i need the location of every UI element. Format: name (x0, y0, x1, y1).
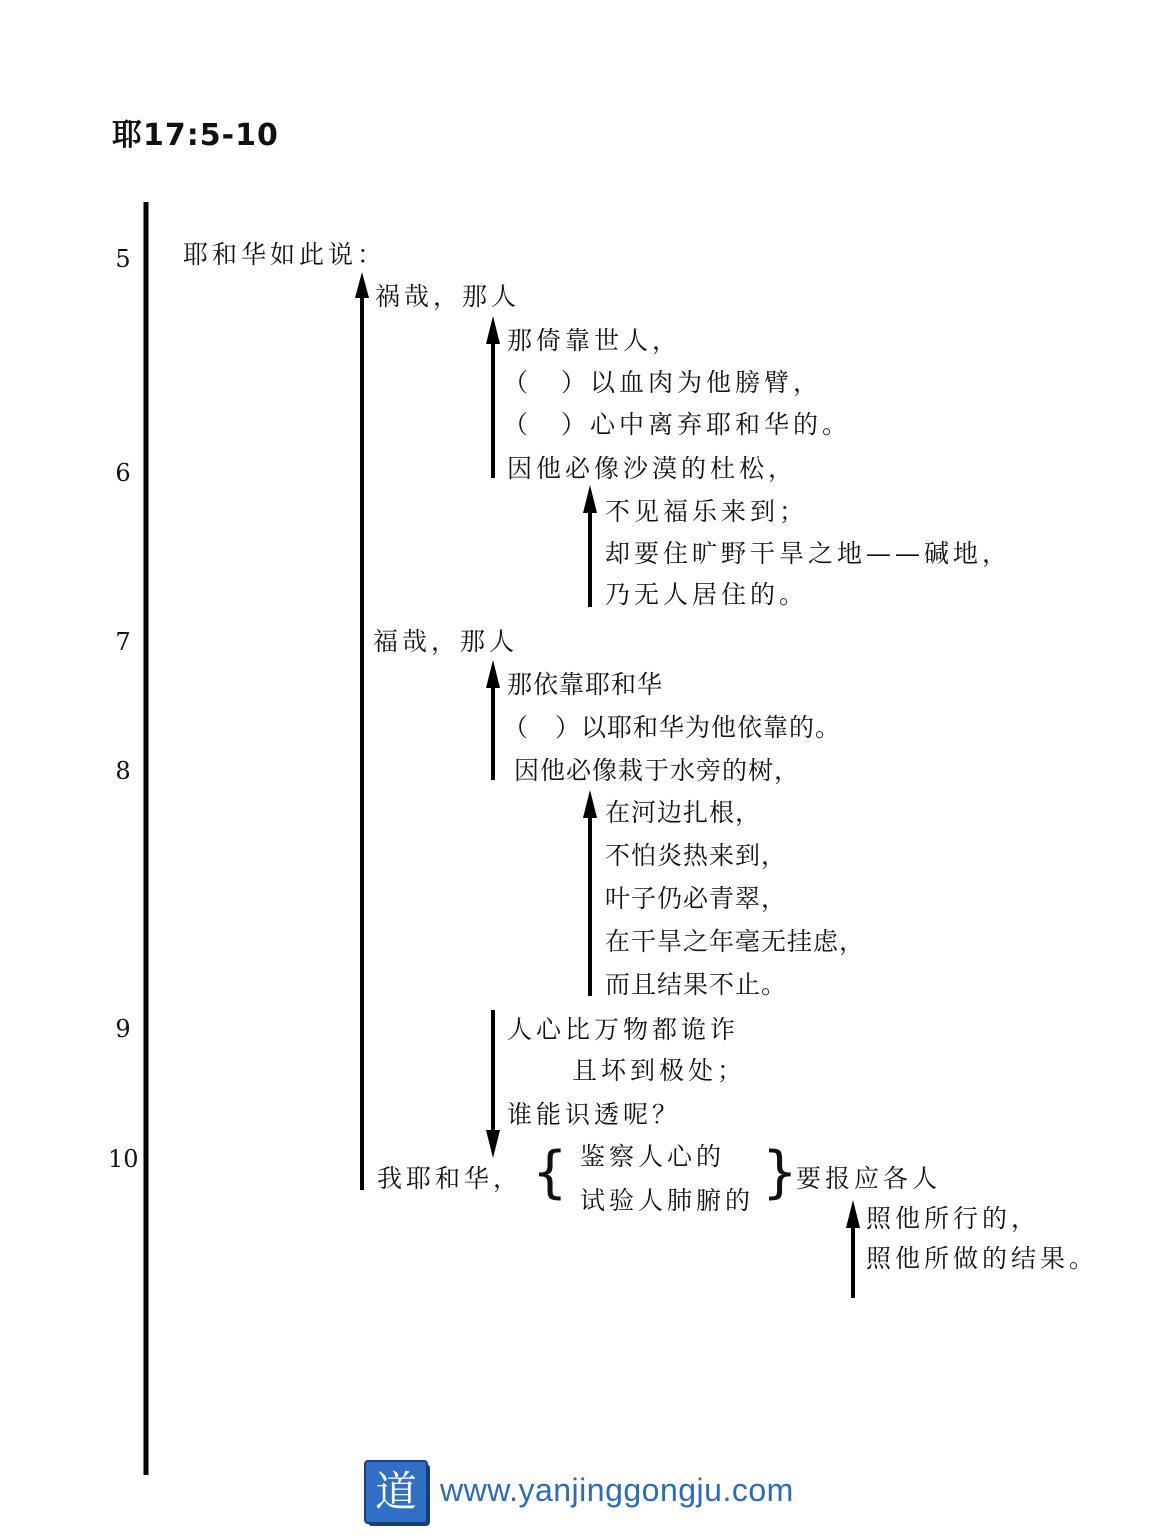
left-brace: { (532, 1140, 568, 1205)
text-line: （ ）以血肉为他膀臂， (503, 368, 823, 397)
text-line: 鉴察人心的 (580, 1142, 726, 1171)
text-line: 照他所做的结果。 (866, 1244, 1099, 1273)
text-line: 谁能识透呢？ (507, 1100, 682, 1129)
text-line: 因他必像沙漠的杜松， (507, 454, 798, 483)
verse-number: 5 (115, 245, 131, 273)
text-line: 不怕炎热来到， (605, 841, 788, 870)
arrow-head-4 (583, 790, 597, 818)
verse-number: 6 (115, 459, 131, 487)
arrow-head-5 (486, 1130, 500, 1158)
text-line: 人心比万物都诡诈 (507, 1015, 740, 1044)
text-line: 试验人肺腑的 (580, 1186, 755, 1215)
right-brace: } (762, 1140, 798, 1205)
text-line: 不见福乐来到； (605, 497, 809, 526)
text-line: 且坏到极处； (572, 1056, 747, 1085)
verse-number: 10 (108, 1145, 139, 1173)
website-link[interactable]: www.yanjinggongju.com (440, 1472, 794, 1508)
text-line: 那倚靠世人， (507, 326, 682, 355)
logo-glyph: 道 (364, 1460, 428, 1524)
text-line: 乃无人居住的。 (605, 580, 809, 609)
verse-number: 9 (115, 1015, 131, 1043)
text-line: 因他必像栽于水旁的树， (514, 756, 801, 785)
arrow-head-2 (583, 485, 597, 513)
verse-number: 8 (115, 757, 131, 785)
arrow-head-3 (486, 660, 500, 688)
main-arrow-head (355, 272, 369, 298)
text-line: 而且结果不止。 (605, 970, 788, 999)
text-line: 我耶和华， (377, 1164, 523, 1193)
logo-icon (364, 1460, 430, 1526)
text-line: 福哉，那人 (373, 627, 519, 656)
text-line: 照他所行的， (866, 1204, 1041, 1233)
text-line: （ ）以耶和华为他依靠的。 (503, 713, 842, 742)
text-line: 在干旱之年毫无挂虑， (605, 927, 866, 956)
text-line: 那依靠耶和华 (507, 670, 664, 699)
text-line: 叶子仍必青翠， (605, 884, 788, 913)
text-line: 祸哉，那人 (375, 282, 521, 311)
arrow-head-1 (486, 316, 500, 344)
text-line: 却要住旷野干旱之地——碱地， (605, 539, 1012, 568)
text-line: 耶和华如此说： (183, 240, 387, 269)
text-line: 要报应各人 (796, 1164, 942, 1193)
text-line: （ ）心中离弃耶和华的。 (503, 410, 852, 439)
verse-number: 7 (115, 628, 131, 656)
text-line: 在河边扎根， (605, 798, 762, 827)
page-title: 耶17:5-10 (112, 118, 279, 153)
arrow-head-6 (846, 1200, 860, 1228)
